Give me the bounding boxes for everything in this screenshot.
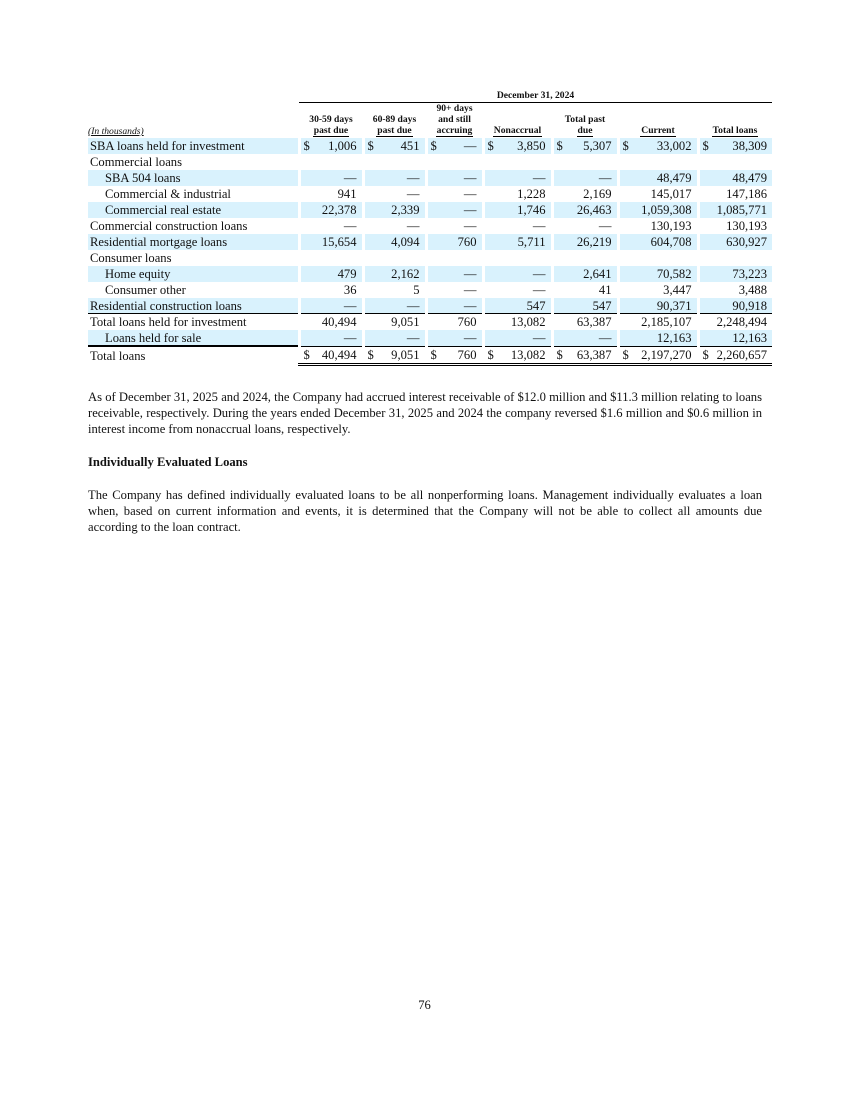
currency-symbol: $ bbox=[556, 347, 563, 362]
cell-value: 4,094 bbox=[391, 235, 420, 249]
table-cell bbox=[363, 186, 426, 202]
currency-symbol: $ bbox=[367, 347, 374, 362]
currency-symbol: $ bbox=[430, 347, 437, 362]
cell-value: 2,197,270 bbox=[641, 347, 692, 362]
table-cell bbox=[698, 314, 772, 330]
row-label: Commercial construction loans bbox=[90, 219, 248, 233]
table-cell bbox=[299, 330, 363, 347]
table-cell bbox=[363, 282, 426, 298]
row-label: Commercial & industrial bbox=[105, 187, 231, 201]
table-cell bbox=[426, 282, 483, 298]
table-cell bbox=[299, 218, 363, 234]
page-number: 76 bbox=[418, 998, 431, 1012]
currency-symbol: $ bbox=[622, 139, 629, 153]
table-cell bbox=[299, 298, 363, 314]
table-cell bbox=[426, 330, 483, 347]
cell-value: 2,185,107 bbox=[641, 315, 692, 329]
cell-value: — bbox=[532, 267, 546, 281]
cell-value: 15,654 bbox=[321, 235, 357, 249]
table-cell bbox=[483, 282, 552, 298]
table-cell bbox=[618, 282, 698, 298]
cell-value: 547 bbox=[592, 299, 612, 313]
cell-value: 604,708 bbox=[650, 235, 692, 249]
cell-value: 2,169 bbox=[583, 187, 612, 201]
table-cell bbox=[483, 170, 552, 186]
currency-symbol: $ bbox=[556, 139, 563, 153]
cell-value: — bbox=[532, 331, 546, 346]
cell-value: 3,850 bbox=[517, 139, 546, 153]
cell-value: 3,488 bbox=[738, 283, 768, 297]
cell-value: 147,186 bbox=[726, 187, 768, 201]
cell-value: 5,711 bbox=[517, 235, 546, 249]
cell-value: 3,447 bbox=[663, 283, 692, 297]
col-header-current: Current bbox=[641, 125, 675, 136]
table-cell bbox=[618, 347, 698, 365]
table-row bbox=[88, 218, 772, 234]
table-cell bbox=[618, 218, 698, 234]
table-row bbox=[88, 154, 772, 170]
table-cell bbox=[483, 330, 552, 347]
col-header-total-past-due: Total past due bbox=[564, 114, 606, 136]
table-cell bbox=[363, 218, 426, 234]
col-header-total-loans: Total loans bbox=[712, 125, 758, 136]
table-cell bbox=[552, 170, 618, 186]
units-label: (In thousands) bbox=[88, 126, 144, 137]
cell-value: 40,494 bbox=[321, 347, 357, 362]
cell-value: 12,163 bbox=[732, 331, 768, 346]
table-cell bbox=[698, 250, 772, 266]
table-row bbox=[88, 298, 772, 314]
table-cell bbox=[552, 282, 618, 298]
table-cell bbox=[299, 347, 363, 365]
currency-symbol: $ bbox=[303, 139, 310, 153]
table-cell bbox=[552, 314, 618, 330]
cell-value: — bbox=[406, 299, 420, 313]
table-cell bbox=[483, 154, 552, 170]
table-row bbox=[88, 266, 772, 282]
cell-value: 33,002 bbox=[656, 139, 692, 153]
table-cell bbox=[698, 330, 772, 347]
cell-value: — bbox=[463, 299, 477, 313]
table-cell bbox=[552, 347, 618, 365]
table-cell bbox=[698, 266, 772, 282]
table-cell bbox=[698, 186, 772, 202]
table-cell bbox=[299, 314, 363, 330]
table-cell bbox=[698, 282, 772, 298]
row-label: Consumer other bbox=[105, 283, 186, 297]
cell-value: — bbox=[532, 283, 546, 297]
table-cell bbox=[618, 186, 698, 202]
cell-value: 9,051 bbox=[391, 315, 420, 329]
cell-value: — bbox=[463, 283, 477, 297]
past-due-loans-table-container bbox=[88, 90, 768, 366]
table-cell bbox=[299, 282, 363, 298]
cell-value: — bbox=[532, 219, 546, 233]
table-cell bbox=[299, 138, 363, 154]
table-cell bbox=[483, 347, 552, 365]
row-label: Consumer loans bbox=[90, 251, 172, 265]
table-cell bbox=[483, 314, 552, 330]
table-cell bbox=[698, 234, 772, 250]
table-cell bbox=[426, 186, 483, 202]
cell-value: 630,927 bbox=[726, 235, 768, 249]
table-cell bbox=[299, 170, 363, 186]
cell-value: — bbox=[406, 219, 420, 233]
table-row bbox=[88, 347, 772, 365]
table-row bbox=[88, 138, 772, 154]
table-cell bbox=[363, 250, 426, 266]
cell-value: 1,006 bbox=[328, 139, 357, 153]
table-row bbox=[88, 202, 772, 218]
cell-value: 63,387 bbox=[576, 347, 612, 362]
cell-value: 5 bbox=[413, 283, 420, 297]
table-cell bbox=[698, 347, 772, 365]
table-cell bbox=[363, 138, 426, 154]
table-cell bbox=[426, 347, 483, 365]
table-cell bbox=[299, 234, 363, 250]
row-label: Total loans bbox=[88, 347, 299, 365]
table-cell bbox=[426, 202, 483, 218]
currency-symbol: $ bbox=[430, 139, 437, 153]
cell-value: 90,371 bbox=[656, 299, 692, 313]
col-header-nonaccrual: Nonaccrual bbox=[493, 125, 542, 136]
cell-value: 26,219 bbox=[576, 235, 612, 249]
table-body bbox=[88, 138, 772, 364]
currency-symbol: $ bbox=[702, 347, 709, 362]
cell-value: — bbox=[406, 171, 420, 185]
table-cell bbox=[363, 154, 426, 170]
table-cell bbox=[299, 186, 363, 202]
cell-value: — bbox=[598, 171, 612, 185]
cell-value: 38,309 bbox=[732, 139, 768, 153]
row-label: SBA 504 loans bbox=[88, 170, 299, 186]
table-row bbox=[88, 250, 772, 266]
cell-value: — bbox=[532, 171, 546, 185]
table-cell bbox=[299, 250, 363, 266]
row-label: Commercial real estate bbox=[88, 202, 299, 218]
cell-value: 1,746 bbox=[517, 203, 546, 217]
cell-value: 2,641 bbox=[583, 267, 612, 281]
cell-value: 70,582 bbox=[656, 267, 692, 281]
table-cell bbox=[618, 202, 698, 218]
cell-value: 73,223 bbox=[732, 267, 768, 281]
row-label: Residential construction loans bbox=[88, 298, 299, 314]
table-cell bbox=[618, 250, 698, 266]
cell-value: — bbox=[406, 187, 420, 201]
col-header-60-89-days: 60-89 days past due bbox=[372, 114, 417, 136]
cell-value: 26,463 bbox=[576, 203, 612, 217]
cell-value: 479 bbox=[337, 267, 357, 281]
cell-value: 63,387 bbox=[576, 315, 612, 329]
cell-value: 9,051 bbox=[391, 347, 420, 362]
table-row bbox=[88, 170, 772, 186]
currency-symbol: $ bbox=[303, 347, 310, 362]
currency-symbol: $ bbox=[487, 347, 494, 362]
table-cell bbox=[426, 234, 483, 250]
table-cell bbox=[618, 154, 698, 170]
table-cell bbox=[618, 138, 698, 154]
cell-value: — bbox=[463, 267, 477, 281]
col-header-90-days-accruing: 90+ days and still accruing bbox=[436, 103, 473, 136]
table-cell bbox=[426, 266, 483, 282]
table-cell bbox=[552, 266, 618, 282]
table-cell bbox=[363, 330, 426, 347]
cell-value: — bbox=[598, 331, 612, 346]
cell-value: 2,162 bbox=[391, 267, 420, 281]
table-cell bbox=[426, 138, 483, 154]
currency-symbol: $ bbox=[367, 139, 374, 153]
cell-value: — bbox=[463, 139, 477, 153]
past-due-loans-table bbox=[88, 90, 772, 366]
cell-value: — bbox=[463, 187, 477, 201]
cell-value: 547 bbox=[526, 299, 546, 313]
cell-value: — bbox=[343, 171, 357, 185]
cell-value: 130,193 bbox=[650, 219, 692, 233]
row-label: Residential mortgage loans bbox=[88, 234, 299, 250]
cell-value: 130,193 bbox=[726, 219, 768, 233]
col-header-30-59-days: 30-59 days past due bbox=[309, 114, 353, 136]
table-cell bbox=[363, 347, 426, 365]
row-label: Commercial loans bbox=[90, 155, 182, 169]
table-cell bbox=[698, 170, 772, 186]
table-cell bbox=[483, 266, 552, 282]
cell-value: — bbox=[343, 331, 357, 346]
individually-evaluated-paragraph: The Company has defined individually evaluated loans to be all nonperforming loans. Management individually evaluates a loan when, based on current information and events, it is determined that the Company will not be able to collect all amounts due according to the loan contract. bbox=[88, 488, 762, 534]
cell-value: — bbox=[343, 299, 357, 313]
cell-value: 1,228 bbox=[517, 187, 546, 201]
table-cell bbox=[618, 330, 698, 347]
table-cell bbox=[483, 202, 552, 218]
table-cell bbox=[552, 234, 618, 250]
table-cell bbox=[299, 266, 363, 282]
cell-value: 40,494 bbox=[321, 315, 357, 329]
table-cell bbox=[483, 138, 552, 154]
cell-value: 90,918 bbox=[732, 299, 768, 313]
cell-value: 2,248,494 bbox=[716, 315, 768, 329]
cell-value: 2,339 bbox=[391, 203, 420, 217]
table-cell bbox=[552, 138, 618, 154]
table-cell bbox=[299, 154, 363, 170]
cell-value: — bbox=[406, 331, 420, 346]
table-cell bbox=[552, 154, 618, 170]
table-cell bbox=[363, 234, 426, 250]
cell-value: — bbox=[463, 171, 477, 185]
period-header-row bbox=[88, 90, 772, 103]
cell-value: 48,479 bbox=[732, 171, 768, 185]
table-cell bbox=[363, 266, 426, 282]
cell-value: 41 bbox=[598, 283, 612, 297]
cell-value: — bbox=[463, 331, 477, 346]
cell-value: 2,260,657 bbox=[716, 347, 768, 362]
table-row bbox=[88, 314, 772, 330]
cell-value: 760 bbox=[457, 315, 477, 329]
cell-value: — bbox=[343, 219, 357, 233]
cell-value: — bbox=[598, 219, 612, 233]
table-cell bbox=[698, 202, 772, 218]
cell-value: 5,307 bbox=[583, 139, 612, 153]
table-cell bbox=[363, 202, 426, 218]
cell-value: — bbox=[463, 219, 477, 233]
cell-value: 1,085,771 bbox=[716, 203, 768, 217]
table-cell bbox=[552, 202, 618, 218]
table-cell bbox=[483, 234, 552, 250]
table-cell bbox=[426, 218, 483, 234]
table-cell bbox=[483, 298, 552, 314]
table-cell bbox=[299, 202, 363, 218]
table-cell bbox=[552, 250, 618, 266]
cell-value: 451 bbox=[400, 139, 420, 153]
cell-value: 760 bbox=[457, 347, 477, 362]
table-cell bbox=[552, 298, 618, 314]
cell-value: 145,017 bbox=[650, 187, 692, 201]
table-cell bbox=[426, 170, 483, 186]
table-cell bbox=[552, 186, 618, 202]
table-row bbox=[88, 186, 772, 202]
cell-value: 941 bbox=[337, 187, 357, 201]
table-row bbox=[88, 330, 772, 347]
row-label: Total loans held for investment bbox=[90, 315, 247, 329]
table-cell bbox=[483, 250, 552, 266]
column-header-row bbox=[88, 103, 772, 139]
row-label: SBA loans held for investment bbox=[88, 138, 299, 154]
table-row bbox=[88, 282, 772, 298]
table-cell bbox=[483, 218, 552, 234]
row-label: Home equity bbox=[88, 266, 299, 282]
cell-value: 22,378 bbox=[321, 203, 357, 217]
currency-symbol: $ bbox=[622, 347, 629, 362]
section-heading: Individually Evaluated Loans bbox=[88, 455, 248, 469]
cell-value: 760 bbox=[457, 235, 477, 249]
table-cell bbox=[618, 234, 698, 250]
accrued-interest-paragraph: As of December 31, 2025 and 2024, the Company had accrued interest receivable of $12.0 million and $11.3 million relating to loans receivable, respectively. During the years ended December 31, 2025 and 2024 the company reversed $1.6 million and $0.6 million in interest income from nonaccrual loans, respectively. bbox=[88, 390, 762, 436]
table-row bbox=[88, 234, 772, 250]
currency-symbol: $ bbox=[702, 139, 709, 153]
cell-value: 12,163 bbox=[656, 331, 692, 346]
row-label: Loans held for sale bbox=[88, 330, 299, 347]
cell-value: — bbox=[463, 203, 477, 217]
table-cell bbox=[363, 314, 426, 330]
cell-value: 13,082 bbox=[510, 315, 546, 329]
table-cell bbox=[698, 218, 772, 234]
table-cell bbox=[698, 138, 772, 154]
table-cell bbox=[426, 250, 483, 266]
table-cell bbox=[426, 298, 483, 314]
table-cell bbox=[483, 186, 552, 202]
cell-value: 13,082 bbox=[510, 347, 546, 362]
cell-value: 48,479 bbox=[656, 171, 692, 185]
table-cell bbox=[552, 218, 618, 234]
table-cell bbox=[618, 266, 698, 282]
table-cell bbox=[363, 298, 426, 314]
table-cell bbox=[426, 314, 483, 330]
currency-symbol: $ bbox=[487, 139, 494, 153]
cell-value: 36 bbox=[343, 283, 357, 297]
table-cell bbox=[363, 170, 426, 186]
period-header: December 31, 2024 bbox=[299, 90, 772, 103]
cell-value: 1,059,308 bbox=[641, 203, 692, 217]
table-cell bbox=[618, 170, 698, 186]
table-cell bbox=[618, 298, 698, 314]
table-cell bbox=[618, 314, 698, 330]
table-cell bbox=[698, 154, 772, 170]
table-cell bbox=[552, 330, 618, 347]
table-cell bbox=[426, 154, 483, 170]
table-cell bbox=[698, 298, 772, 314]
